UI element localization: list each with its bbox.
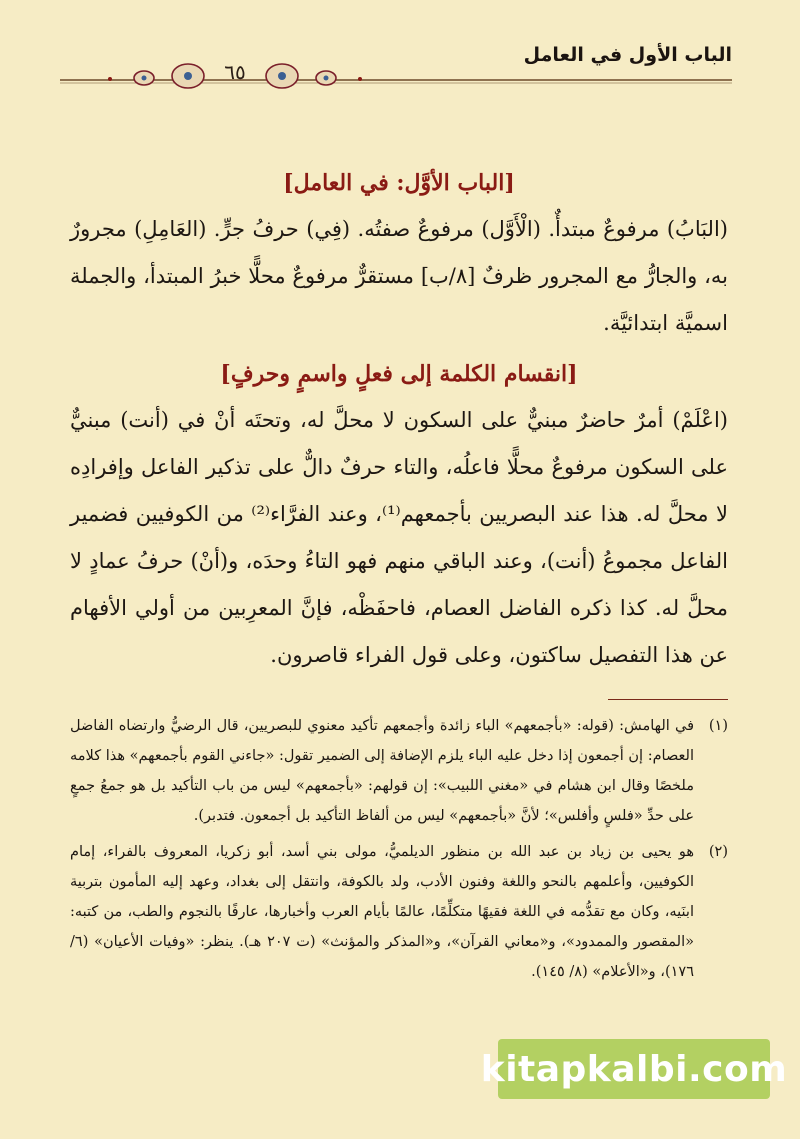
footnote-text: هو يحيى بن زياد بن عبد الله بن منظور الديلميُّ، مولى بني أسد، أبو زكريا، المعروف بالفراء، إمام الكوفيين، وأعلمهم بالنحو واللغة وفنون الأدب، ولد بالكوفة، وانتقل إلى بغداد، وعهد إليه المأمون بتربية ابنَيه، وكان مع تقدُّمه في اللغة فقيهًا متكلِّمًا، عالمًا بأيام العرب وأخبارها، عارفًا بالنجوم والطب، من كتبه: «المقصور والممدود»، و«معاني القرآن»، و«المذكر والمؤنث» (ت ٢٠٧ هـ). ينظر: «وفيات الأعيان» (٦/ ١٧٦)، و«الأعلام» (٨/ ١٤٥).	[70, 844, 694, 980]
footnotes	[70, 711, 728, 987]
main-content	[70, 160, 728, 993]
footnote-number: (١)	[708, 718, 728, 734]
running-title: الباب الأول في العامل	[523, 44, 732, 66]
section-heading-text: الباب الأوَّل: في العامل	[293, 170, 505, 196]
footnote	[70, 711, 728, 831]
footnote	[70, 837, 728, 987]
footnote-separator	[70, 689, 728, 711]
footnote-text: في الهامش: (قوله: «بأجمعهم» الباء زائدة وأجمعهم تأكيد معنوي للبصريين، قال الرضيُّ وارتضاه الفاضل العصام: إن أجمعون إذا دخل عليه الباء يلزم الإضافة إلى الضمير تقول: «جاءني القوم بأجمعهم» هذا كلامه ملخصًا وقال ابن هشام في «مغني اللبيب»: إن قولهم: «بأجمعهم» ليس من باب التأكيد بل هو جمعُ جمعٍ على حدِّ «فلسٍ وأفلس»؛ لأنَّ «بأجمعهم» ليس من ألفاظ التأكيد بل أجمعون. فتدبر).	[70, 718, 694, 824]
section-paragraph-1: (البَابُ) مرفوعٌ مبتدأٌ. (الْأَوَّل) مرفوعٌ صفتُه. (فِي) حرفُ جرٍّ. (العَامِلِ) مجرورٌ به، والجارُّ مع المجرور ظرفٌ [٨/ب] مستقرٌّ مرفوعٌ محلًّا خبرُ المبتدأ، والجملة اسميَّة ابتدائيَّة.	[70, 217, 729, 335]
page-number: ٦٥	[224, 60, 246, 84]
footnote-number: (٢)	[708, 844, 728, 860]
watermark-logo: kitapkalbi.com	[498, 1039, 770, 1099]
section-paragraph-2: (اعْلَمْ) أمرٌ حاضرٌ مبنيٌّ على السكون لا محلَّ له، وتحتَه أنْ في (أنت) مبنيٌّ على السكون مرفوعٌ محلًّا فاعلُه، والتاء حرفٌ دالٌّ على تذكير الفاعل وإفرادِه لا محلَّ له. هذا عند البصريين بأجمعهم⁽¹⁾، وعند الفرَّاء⁽²⁾ من الكوفيين فضمير الفاعل مجموعُ (أنت)، وعند الباقي منهم فهو التاءُ وحدَه، و(أنْ) حرفُ عمادٍ لا محلَّ له. كذا ذكره الفاضل العصام، فاحفَظْه، فإنَّ المعرِبين من أولي الأفهام عن هذا التفصيل ساكتون، وعلى قول الفراء قاصرون.	[70, 408, 728, 667]
page-header	[60, 38, 732, 94]
section-heading-text: انقسام الكلمة إلى فعلٍ واسمٍ وحرفٍ	[230, 361, 568, 387]
section-heading-2: [انقسام الكلمة إلى فعلٍ واسمٍ وحرفٍ]	[220, 361, 578, 387]
section-heading-1: [الباب الأوَّل: في العامل]	[283, 170, 515, 196]
